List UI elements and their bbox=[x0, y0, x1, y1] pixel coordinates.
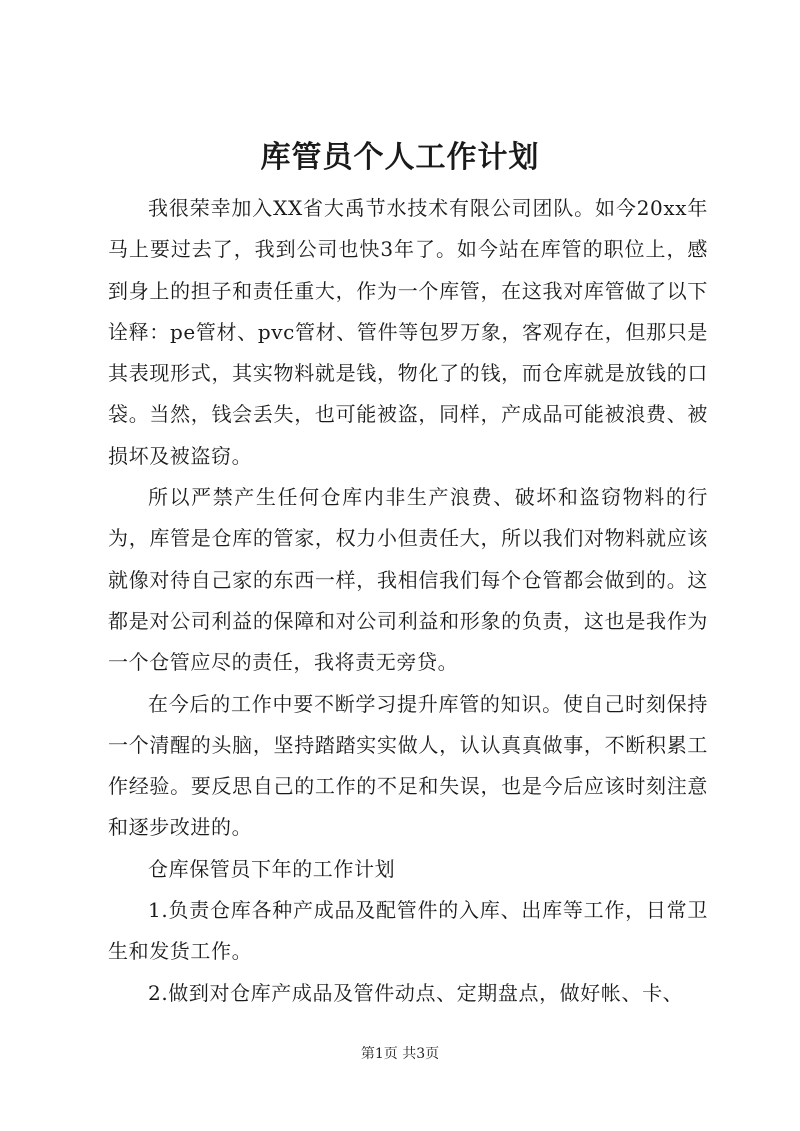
paragraph-learning: 在今后的工作中要不断学习提升库管的知识。使自己时刻保持一个清醒的头脑，坚持踏踏实实做人，认认真真做事，不断积累工作经验。要反思自己的工作的不足和失误，也是今后应该时刻注意和逐步改进的。 bbox=[108, 691, 708, 840]
paragraph-plan-heading: 仓库保管员下年的工作计划 bbox=[148, 856, 396, 881]
document-title: 库管员个人工作计划 bbox=[260, 140, 540, 175]
document-body bbox=[108, 188, 708, 1014]
paragraph-plan-item-1: 1.负责仓库各种产成品及配管件的入库、出库等工作，日常卫生和发货工作。 bbox=[108, 898, 708, 964]
paragraph-plan-item-2: 2.做到对仓库产成品及管件动点、定期盘点，做好帐、卡、 bbox=[148, 980, 684, 1005]
paragraph-intro: 我很荣幸加入XX省大禹节水技术有限公司团队。如今20xx年马上要过去了，我到公司也快3年了。如今站在库管的职位上，感到身上的担子和责任重大，作为一个库管，在这我对库管做了以下诠释：pe管材、pvc管材、管件等包罗万象，客观存在，但那只是其表现形式，其实物料就是钱，物化了的钱，而仓库就是放钱的口袋。当然，钱会丢失，也可能被盗，同样，产成品可能被浪费、被损坏及被盗窃。 bbox=[108, 196, 708, 468]
page-footer: 第1页 共3页 bbox=[360, 1046, 440, 1062]
paragraph-responsibility: 所以严禁产生任何仓库内非生产浪费、破坏和盗窃物料的行为，库管是仓库的管家，权力小但责任大，所以我们对物料就应该就像对待自己家的东西一样，我相信我们每个仓管都会做到的。这都是对公司利益的保障和对公司利益和形象的负责，这也是我作为一个仓管应尽的责任，我将责无旁贷。 bbox=[108, 485, 708, 675]
